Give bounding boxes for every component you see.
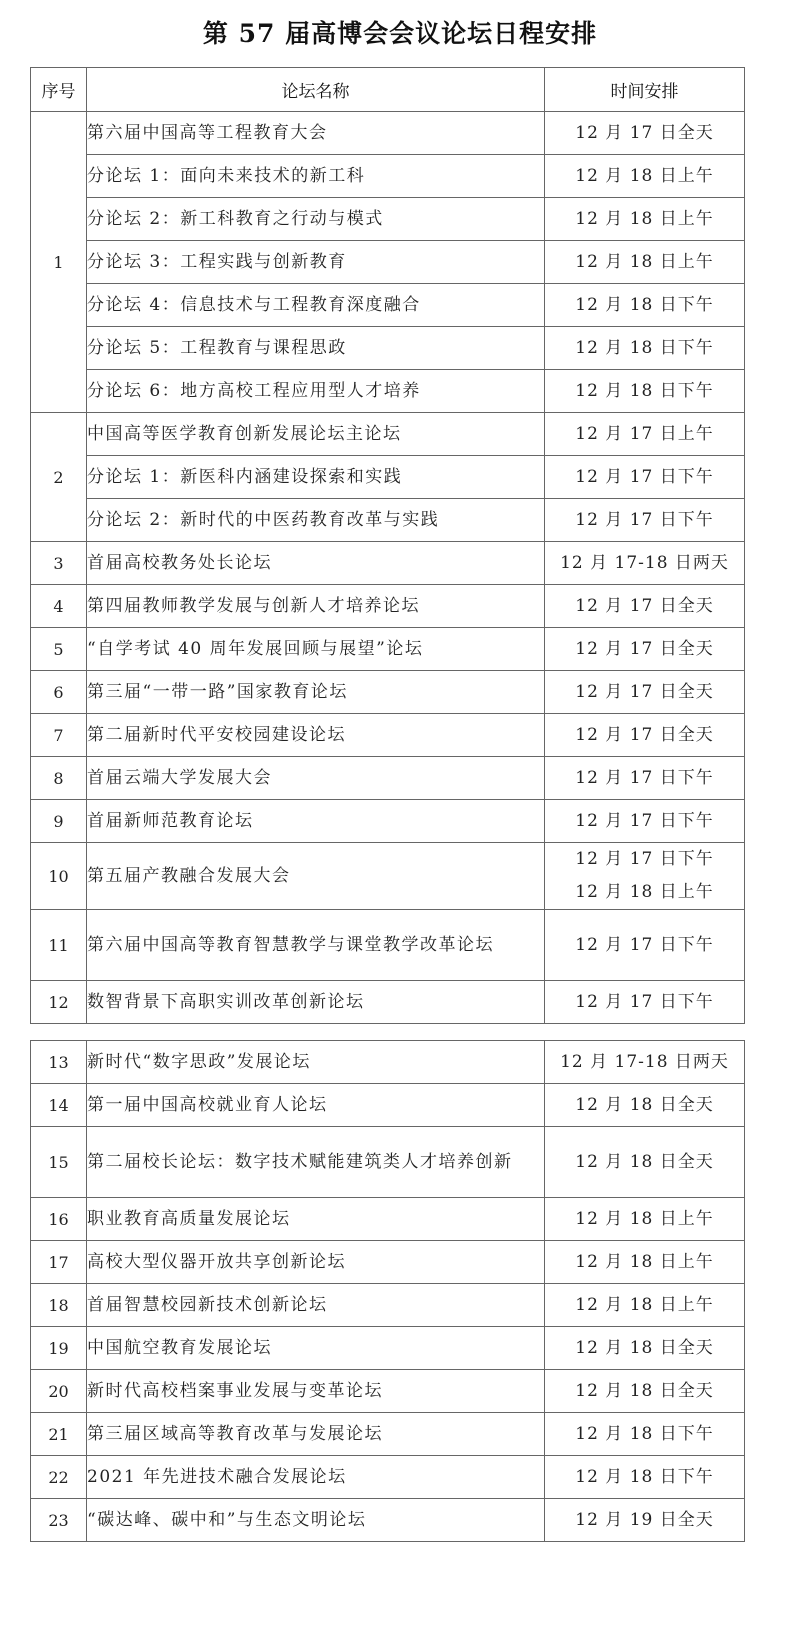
schedule-time-line: 12 月 18 日上午 [575,1251,714,1272]
table-row [31,499,745,542]
schedule-time-line: 12 月 17 日全天 [575,122,714,143]
schedule-time [545,843,745,910]
table-row [31,1084,745,1127]
table-row [31,241,745,284]
header-num: 序号 [31,68,87,112]
schedule-time [545,910,745,981]
forum-name: 第二届校长论坛：数字技术赋能建筑类人才培养创新 [87,1127,545,1198]
forum-name: 第五届产教融合发展大会 [87,843,545,910]
schedule-time [545,800,745,843]
schedule-time [545,198,745,241]
forum-name: 分论坛 3：工程实践与创新教育 [87,241,545,284]
schedule-time-line: 12 月 17-18 日两天 [560,552,729,573]
schedule-time-line: 12 月 18 日上午 [575,208,714,229]
schedule-time [545,1327,745,1370]
table-row [31,370,745,413]
table-row [31,1198,745,1241]
schedule-time [545,155,745,198]
schedule-time [545,284,745,327]
schedule-time-line: 12 月 18 日下午 [575,380,714,401]
row-number: 19 [31,1327,87,1370]
row-number: 4 [31,585,87,628]
table-row [31,1041,745,1084]
table-row [31,628,745,671]
table-row [31,413,745,456]
forum-name: 第六届中国高等教育智慧教学与课堂教学改革论坛 [87,910,545,981]
forum-name: 分论坛 5：工程教育与课程思政 [87,327,545,370]
schedule-time [545,1127,745,1198]
row-number: 17 [31,1241,87,1284]
table-row [31,327,745,370]
schedule-time-line: 12 月 17 日全天 [575,595,714,616]
table-row [31,1370,745,1413]
forum-name: 职业教育高质量发展论坛 [87,1198,545,1241]
schedule-time [545,542,745,585]
schedule-time-line: 12 月 17 日全天 [575,681,714,702]
row-number: 1 [31,112,87,413]
schedule-time-line: 12 月 17 日下午 [575,466,714,487]
row-number: 5 [31,628,87,671]
forum-name: 2021 年先进技术融合发展论坛 [87,1456,545,1499]
row-number: 8 [31,757,87,800]
forum-name: 第四届教师教学发展与创新人才培养论坛 [87,585,545,628]
table-row [31,910,745,981]
schedule-time-line: 12 月 18 日下午 [575,1466,714,1487]
schedule-table-2 [30,1040,745,1542]
row-number: 14 [31,1084,87,1127]
forum-name: 第二届新时代平安校园建设论坛 [87,714,545,757]
header-name: 论坛名称 [87,68,545,112]
schedule-table-1 [30,67,745,1024]
schedule-time-line: 12 月 18 日下午 [575,337,714,358]
schedule-time-line: 12 月 18 日全天 [575,1337,714,1358]
schedule-time-line: 12 月 17 日上午 [575,423,714,444]
row-number: 10 [31,843,87,910]
table-row [31,1456,745,1499]
schedule-time-line: 12 月 17 日下午 [575,934,714,955]
forum-name: 数智背景下高职实训改革创新论坛 [87,981,545,1024]
forum-name: 首届高校教务处长论坛 [87,542,545,585]
forum-name: 分论坛 4：信息技术与工程教育深度融合 [87,284,545,327]
row-number: 20 [31,1370,87,1413]
schedule-time-line: 12 月 18 日全天 [575,1094,714,1115]
row-number: 2 [31,413,87,542]
forum-name: 中国航空教育发展论坛 [87,1327,545,1370]
schedule-time [545,499,745,542]
table-row [31,1284,745,1327]
forum-name: 第一届中国高校就业育人论坛 [87,1084,545,1127]
schedule-time [545,628,745,671]
schedule-time [545,112,745,155]
schedule-time-line: 12 月 17-18 日两天 [560,1051,729,1072]
row-number: 22 [31,1456,87,1499]
schedule-body-1 [31,112,745,1024]
row-number: 15 [31,1127,87,1198]
forum-name: 新时代“数字思政”发展论坛 [87,1041,545,1084]
header-time: 时间安排 [545,68,745,112]
forum-name: 分论坛 6：地方高校工程应用型人才培养 [87,370,545,413]
schedule-time [545,1413,745,1456]
forum-name: 首届新师范教育论坛 [87,800,545,843]
forum-name: 中国高等医学教育创新发展论坛主论坛 [87,413,545,456]
row-number: 21 [31,1413,87,1456]
forum-name: 分论坛 2：新工科教育之行动与模式 [87,198,545,241]
table-row [31,284,745,327]
schedule-time [545,585,745,628]
schedule-time [545,1084,745,1127]
table-header-row [31,68,745,112]
forum-name: 分论坛 2：新时代的中医药教育改革与实践 [87,499,545,542]
row-number: 11 [31,910,87,981]
forum-name: 第三届区域高等教育改革与发展论坛 [87,1413,545,1456]
row-number: 18 [31,1284,87,1327]
schedule-time [545,456,745,499]
forum-name: “碳达峰、碳中和”与生态文明论坛 [87,1499,545,1542]
table-row [31,456,745,499]
table-row [31,198,745,241]
table-row [31,757,745,800]
row-number: 13 [31,1041,87,1084]
table-row [31,1327,745,1370]
table-row [31,1499,745,1542]
forum-name: 高校大型仪器开放共享创新论坛 [87,1241,545,1284]
row-number: 3 [31,542,87,585]
schedule-time [545,370,745,413]
table-row [31,671,745,714]
row-number: 23 [31,1499,87,1542]
schedule-time [545,1284,745,1327]
row-number: 9 [31,800,87,843]
forum-name: 新时代高校档案事业发展与变革论坛 [87,1370,545,1413]
schedule-time-line: 12 月 17 日下午 [575,810,714,831]
table-row [31,112,745,155]
schedule-time-line: 12 月 17 日全天 [575,724,714,745]
row-number: 12 [31,981,87,1024]
schedule-time-line: 12 月 17 日下午 [575,767,714,788]
schedule-time [545,241,745,284]
schedule-time-line: 12 月 17 日下午 [575,991,714,1012]
schedule-time-line: 12 月 17 日全天 [575,638,714,659]
schedule-time-line: 12 月 18 日下午 [575,294,714,315]
schedule-time-line: 12 月 18 日全天 [575,1380,714,1401]
schedule-time [545,413,745,456]
row-number: 16 [31,1198,87,1241]
schedule-time [545,1241,745,1284]
schedule-time [545,714,745,757]
table-row [31,542,745,585]
schedule-time-line: 12 月 17 日下午 [575,849,714,869]
table-row [31,981,745,1024]
page-title: 第 57 届高博会会议论坛日程安排 [202,19,598,48]
table-row [31,843,745,910]
table-row [31,1127,745,1198]
schedule-time [545,1370,745,1413]
schedule-time [545,327,745,370]
schedule-time-line: 12 月 18 日上午 [575,882,714,902]
schedule-body-2 [31,1041,745,1542]
row-number: 7 [31,714,87,757]
schedule-time [545,1499,745,1542]
table-row [31,1413,745,1456]
table-row [31,1241,745,1284]
forum-name: 第三届“一带一路”国家教育论坛 [87,671,545,714]
schedule-time-line: 12 月 18 日上午 [575,1208,714,1229]
schedule-time-line: 12 月 18 日全天 [575,1151,714,1172]
schedule-time-line: 12 月 18 日下午 [575,1423,714,1444]
table-row [31,155,745,198]
schedule-time [545,981,745,1024]
forum-name: 分论坛 1：新医科内涵建设探索和实践 [87,456,545,499]
schedule-time [545,757,745,800]
schedule-time-line: 12 月 18 日上午 [575,1294,714,1315]
schedule-time-line: 12 月 18 日上午 [575,165,714,186]
schedule-time-line: 12 月 19 日全天 [575,1509,714,1530]
forum-name: 首届云端大学发展大会 [87,757,545,800]
schedule-time [545,1456,745,1499]
schedule-time [545,671,745,714]
schedule-time-line: 12 月 17 日下午 [575,509,714,530]
forum-name: 首届智慧校园新技术创新论坛 [87,1284,545,1327]
schedule-time [545,1041,745,1084]
table-row [31,585,745,628]
schedule-time-line: 12 月 18 日上午 [575,251,714,272]
forum-name: “自学考试 40 周年发展回顾与展望”论坛 [87,628,545,671]
table-row [31,800,745,843]
forum-name: 分论坛 1：面向未来技术的新工科 [87,155,545,198]
table-row [31,714,745,757]
row-number: 6 [31,671,87,714]
schedule-time [545,1198,745,1241]
forum-name: 第六届中国高等工程教育大会 [87,112,545,155]
